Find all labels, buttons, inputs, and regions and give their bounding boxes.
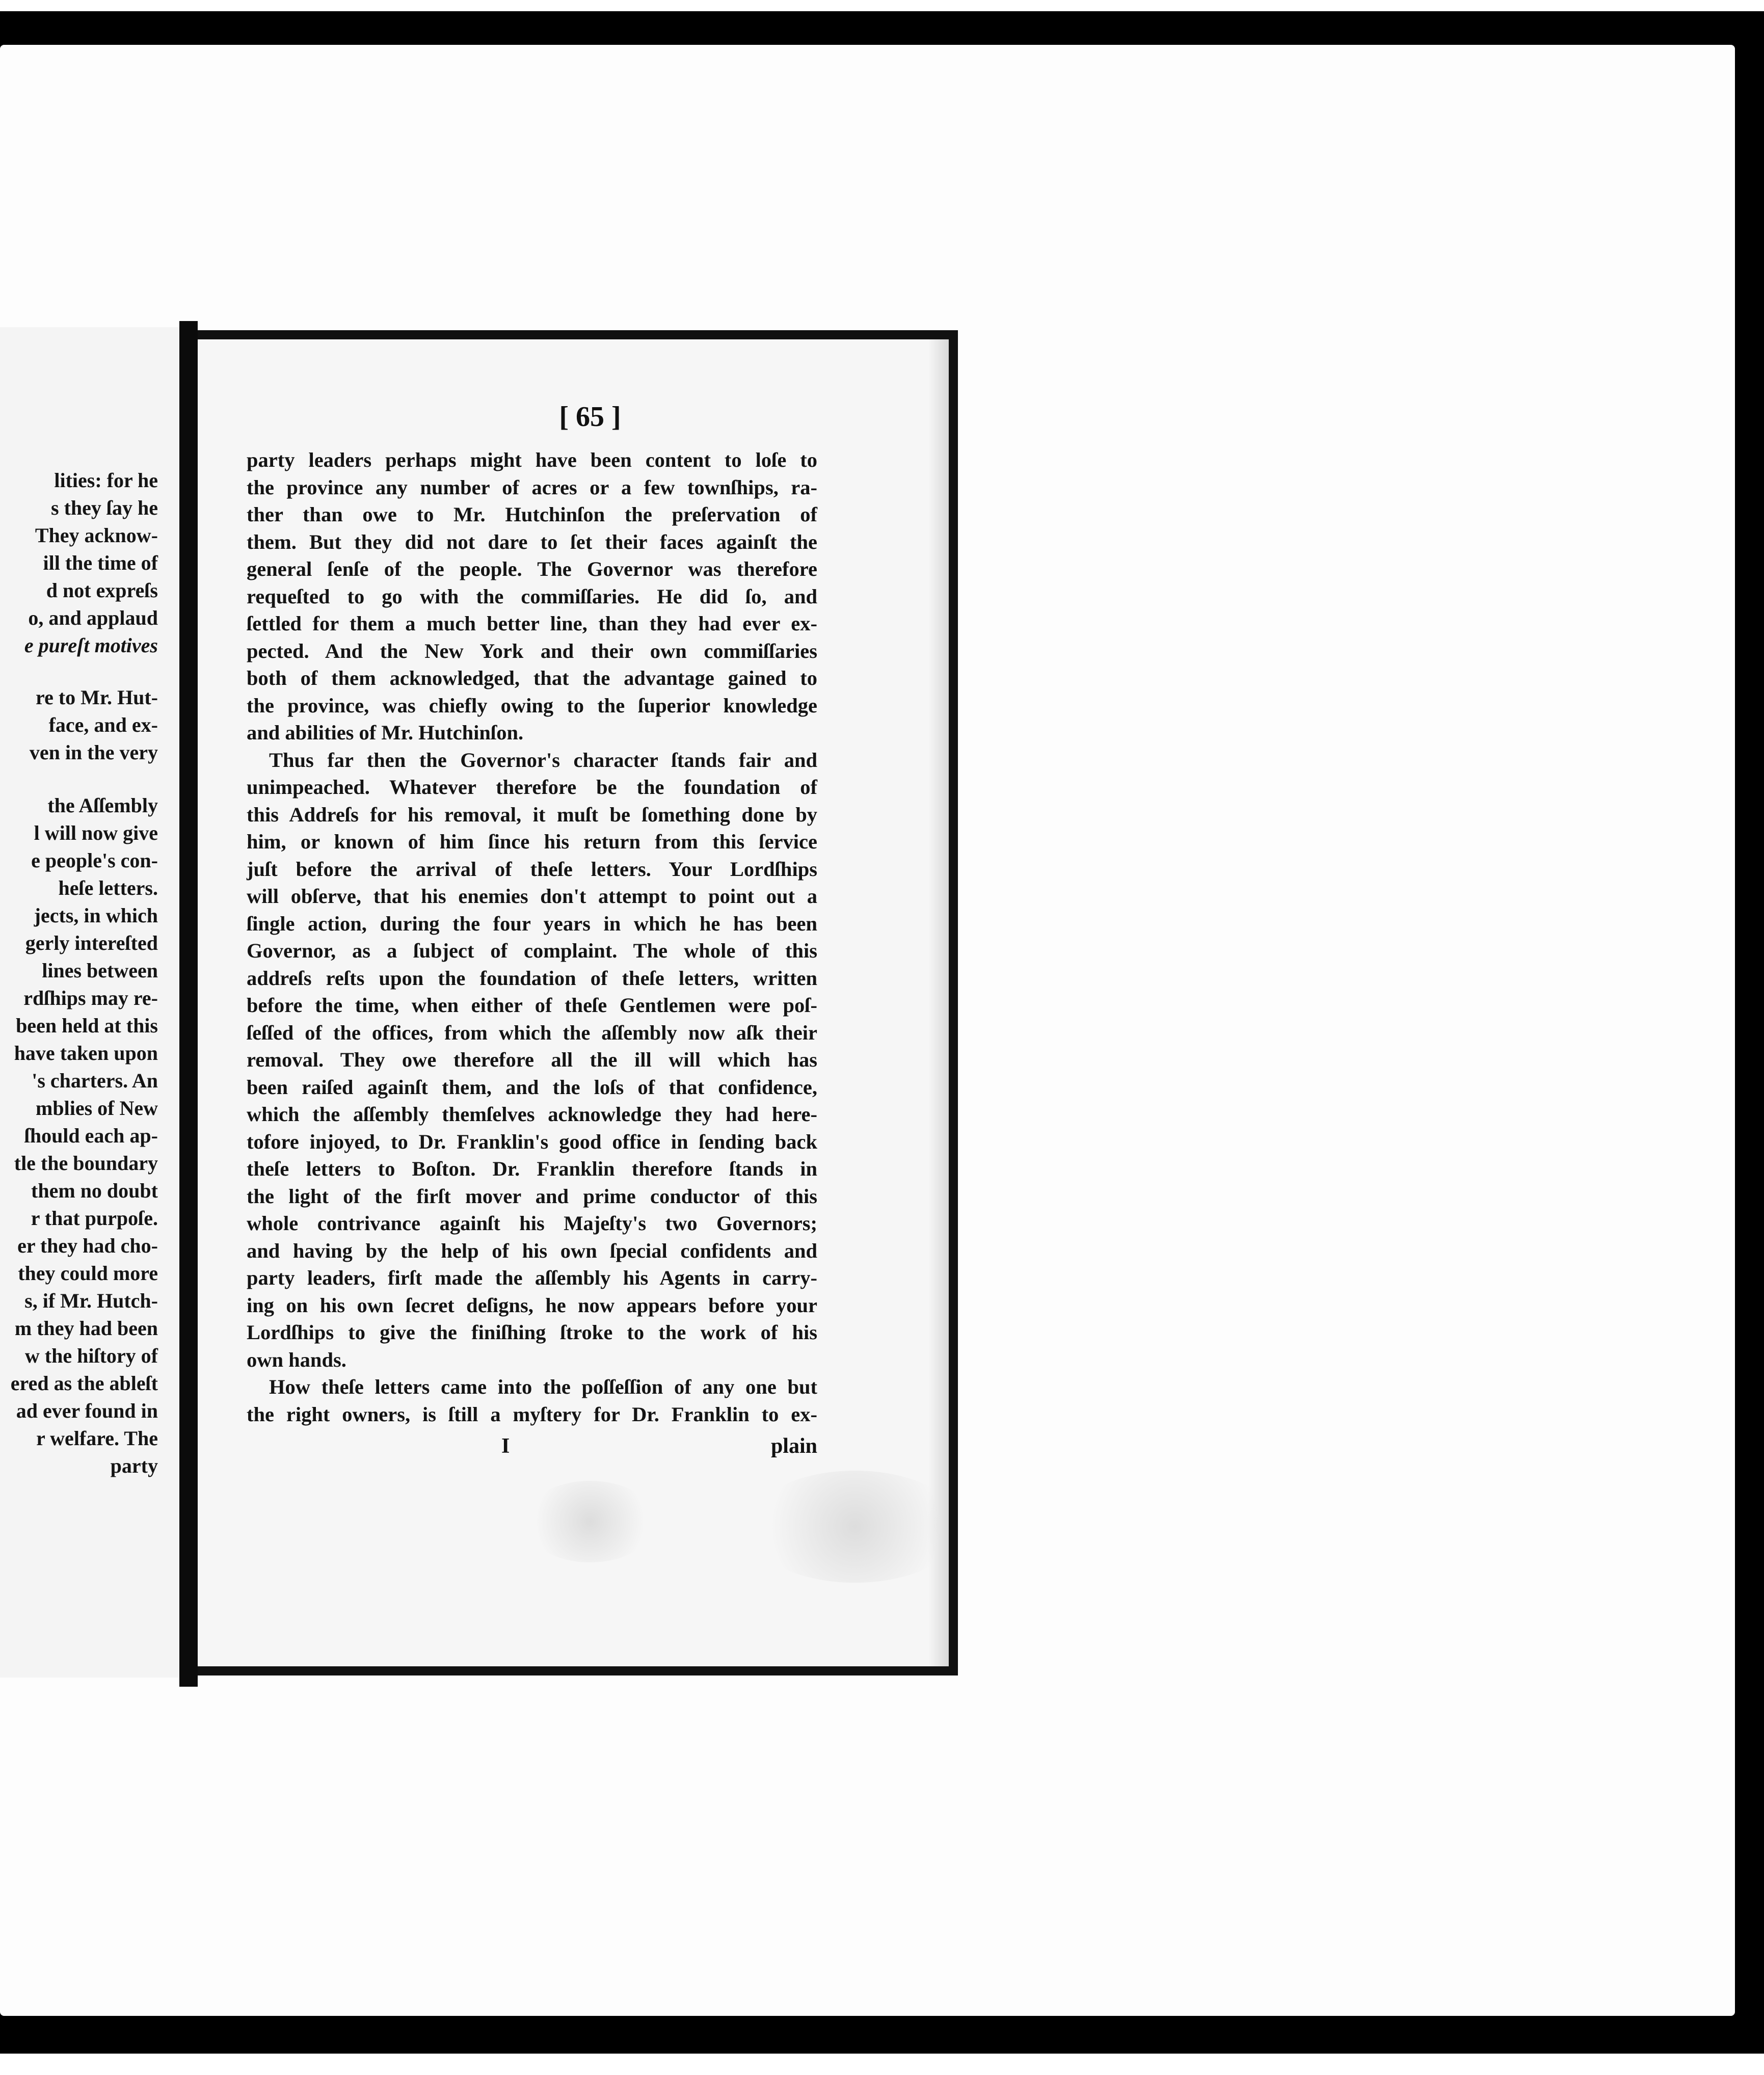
page-footer xyxy=(247,1434,817,1462)
previous-page-line: ad ever found in xyxy=(16,1399,158,1422)
previous-page-line: re to Mr. Hut- xyxy=(36,686,158,709)
text-line: which the aſſembly themſelves acknowledge they had here- xyxy=(247,1103,817,1126)
previous-page-catchword: party xyxy=(110,1454,158,1477)
previous-page-line: ſhould each ap- xyxy=(24,1124,158,1147)
previous-page-line: gerly intereſted xyxy=(25,932,158,954)
previous-page-line: e people's con- xyxy=(31,849,158,872)
text-line: will obſerve, that his enemies don't attempt to point out a xyxy=(247,885,817,908)
text-line: juſt before the arrival of theſe letters. Your Lordſhips xyxy=(247,857,817,881)
previous-page-line: the Aſſembly xyxy=(47,794,158,817)
previous-page-line: they could more xyxy=(18,1262,158,1285)
text-line: the province, was chiefly owing to the ſuperior knowledge xyxy=(247,694,817,717)
text-line: both of them acknowledged, that the advantage gained to xyxy=(247,667,817,689)
text-line: tofore injoyed, to Dr. Franklin's good office in ſending back xyxy=(247,1130,817,1153)
previous-page-line: them no doubt xyxy=(31,1179,158,1202)
previous-page-line: d not expreſs xyxy=(46,579,158,602)
text-line: party leaders perhaps might have been content to loſe to xyxy=(247,448,817,471)
signature-mark: I xyxy=(501,1434,510,1458)
previous-page-line: They acknow- xyxy=(35,524,158,547)
text-line: ing on his own ſecret deſigns, he now appears before your xyxy=(247,1293,817,1317)
text-line: them. But they did not dare to ſet their faces againſt the xyxy=(247,530,817,553)
text-line: ſeſſed of the offices, from which the aſſembly now aſk their xyxy=(247,1021,817,1044)
paragraph-first-line: Thus far then the Governor's character ſtands fair and xyxy=(269,748,817,772)
scanner-top-edge xyxy=(0,0,1764,11)
catchword: plain xyxy=(770,1434,817,1458)
text-line: own hands. xyxy=(247,1348,346,1371)
text-line: the province any number of acres or a few townſhips, ra- xyxy=(247,475,817,499)
previous-page-line: lines between xyxy=(42,959,158,982)
previous-page-line: have taken upon xyxy=(14,1042,158,1065)
text-line: party leaders, firſt made the aſſembly his Agents in carry- xyxy=(247,1266,817,1289)
previous-page-line: heſe letters. xyxy=(58,876,158,899)
text-line: before the time, when either of theſe Gentlemen were poſ- xyxy=(247,994,817,1017)
text-line: ſettled for them a much better line, than they had ever ex- xyxy=(247,612,817,635)
previous-page-line: o, and applaud xyxy=(28,606,158,629)
text-line: and having by the help of his own ſpecial confidents and xyxy=(247,1239,817,1262)
previous-page-line: lities: for he xyxy=(54,469,158,492)
previous-page-line: l will now give xyxy=(34,821,158,844)
text-line: the right owners, is ſtill a myſtery for Dr. Franklin to ex- xyxy=(247,1402,817,1426)
previous-page-line: r that purpoſe. xyxy=(31,1207,158,1230)
previous-page-line: ven in the very xyxy=(29,741,158,764)
text-line: unimpeached. Whatever therefore be the foundation of xyxy=(247,776,817,799)
book-spine-gutter xyxy=(179,321,198,1687)
previous-page-line: rdſhips may re- xyxy=(23,987,158,1009)
text-line: removal. They owe therefore all the ill will which has xyxy=(247,1048,817,1071)
paragraph-first-line: How theſe letters came into the poſſeſſion of any one but xyxy=(269,1375,817,1398)
text-line: Lordſhips to give the finiſhing ſtroke to the work of his xyxy=(247,1321,817,1344)
text-line: this Addreſs for his removal, it muſt be ſomething done by xyxy=(247,803,817,826)
page-65 xyxy=(198,330,958,1675)
text-line: and abilities of Mr. Hutchinſon. xyxy=(247,721,524,744)
text-line: been raiſed againſt them, and the loſs of that confidence, xyxy=(247,1075,817,1099)
print-smudge xyxy=(748,1471,958,1583)
previous-page-line: been held at this xyxy=(16,1014,158,1037)
previous-page-line: face, and ex- xyxy=(48,713,158,736)
previous-page-line: jects, in which xyxy=(34,904,158,927)
text-line: Governor, as a ſubject of complaint. The whole of this xyxy=(247,939,817,962)
text-line: requeſted to go with the commiſſaries. He did ſo, and xyxy=(247,584,817,608)
previous-page-line: tle the boundary xyxy=(14,1152,158,1175)
previous-page-line: ill the time of xyxy=(43,551,158,574)
previous-page-line: e pureſt motives xyxy=(24,634,158,657)
previous-page-line: s they ſay he xyxy=(51,496,158,519)
page-edge-shadow xyxy=(928,339,949,1666)
scanner-bottom-edge xyxy=(0,2054,1764,2075)
text-line: whole contrivance againſt his Majeſty's two Governors; xyxy=(247,1212,817,1235)
text-line: ther than owe to Mr. Hutchinſon the preſervation of xyxy=(247,503,817,526)
previous-page-line: mblies of New xyxy=(36,1097,158,1120)
text-line: him, or known of him ſince his return from this ſervice xyxy=(247,830,817,853)
previous-page-line: m they had been xyxy=(14,1317,158,1340)
page-body-text xyxy=(247,446,817,1428)
text-line: the light of the firſt mover and prime conductor of this xyxy=(247,1184,817,1208)
text-line: pected. And the New York and their own commiſſaries xyxy=(247,639,817,662)
previous-page-line: ered as the ableſt xyxy=(10,1372,158,1395)
previous-page-line: 's charters. An xyxy=(32,1069,158,1092)
previous-page-line: r welfare. The xyxy=(36,1427,158,1450)
previous-page-line: s, if Mr. Hutch- xyxy=(24,1289,158,1312)
text-line: general ſenſe of the people. The Governor was therefore xyxy=(247,557,817,580)
text-line: theſe letters to Boſton. Dr. Franklin therefore ſtands in xyxy=(247,1157,817,1180)
page-number-header: [ 65 ] xyxy=(559,401,621,433)
text-line: ſingle action, during the four years in which he has been xyxy=(247,912,817,935)
previous-page-fragment xyxy=(0,327,191,1678)
previous-page-line: er they had cho- xyxy=(17,1234,158,1257)
text-line: addreſs reſts upon the foundation of theſe letters, written xyxy=(247,966,817,990)
print-smudge xyxy=(524,1481,656,1562)
previous-page-line: w the hiſtory of xyxy=(24,1344,158,1367)
